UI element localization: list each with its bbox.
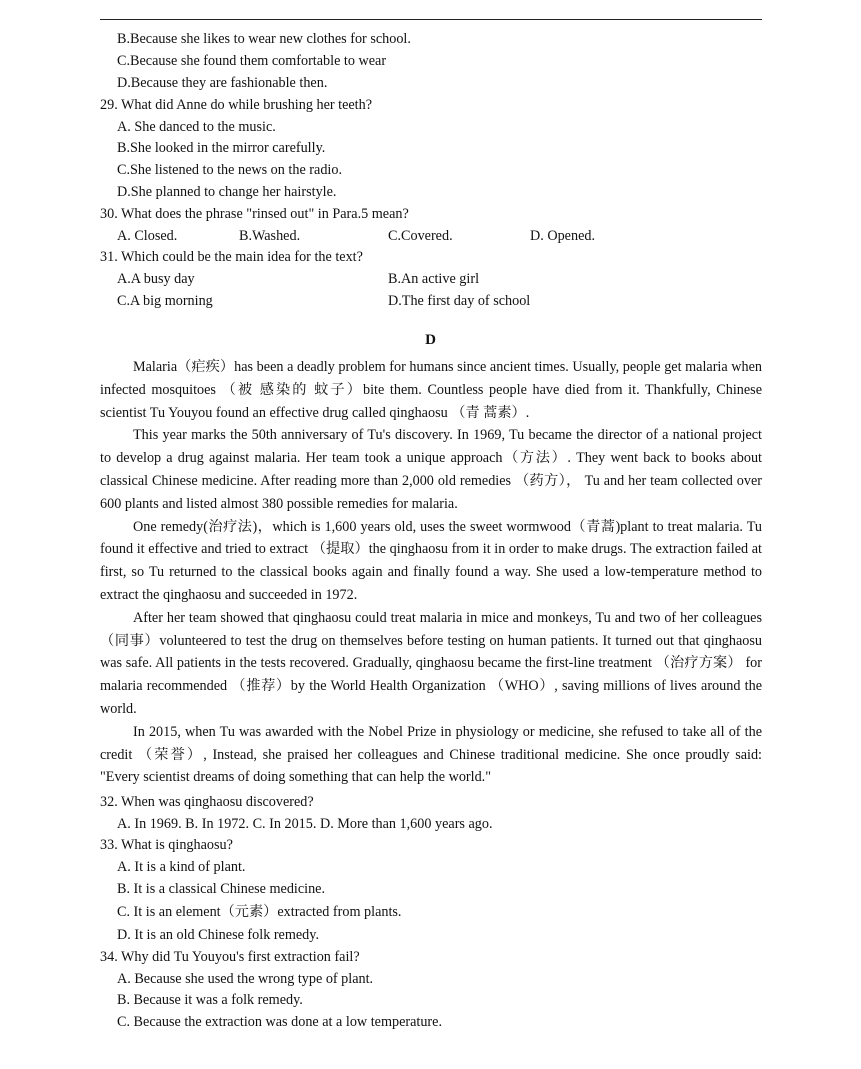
q28-option-d: D.Because they are fashionable then. (117, 75, 328, 91)
passage-paragraph: In 2015, when Tu was awarded with the Nobel Prize in physiology or medicine, she refused to take all of the credit （荣誉）, Instead, she praised her colleagues and Chinese traditional medicine. She once proudly said: "Every scientist dreams of doing something that can help the world." (100, 723, 762, 786)
passage-paragraph: One remedy(治疗法)，which is 1,600 years old, uses the sweet wormwood（青蒿)plant to treat malaria. Tu found it effective and tried to extract （提取）the qinghaosu from it in order to make drugs. The extraction failed at first, so Tu returned to the classical books again and finally found a way. She used a low-temperature method to extract the qinghaosu and succeeded in 1972. (100, 518, 762, 603)
q33-option-c: C. It is an element（元素）extracted from plants. (117, 904, 402, 920)
passage-paragraph: This year marks the 50th anniversary of Tu's discovery. In 1969, Tu became the director of a national project to develop a drug against malaria. Her team took a unique approach（方法）. They went back to books about classical Chinese medicine. After reading more than 2,000 old remedies （药方）， Tu and her team collected over 600 plants and listed almost 380 possible remedies for malaria. (100, 427, 762, 512)
q29-option-d: D.She planned to change her hairstyle. (117, 184, 337, 200)
q31-stem: 31. Which could be the main idea for the text? (100, 249, 363, 265)
q34-option-a: A. Because she used the wrong type of plant. (117, 971, 374, 987)
q33-option-d: D. It is an old Chinese folk remedy. (117, 927, 319, 943)
q31-option-d: D.The first day of school (388, 293, 531, 309)
q29-option-c: C.She listened to the news on the radio. (117, 162, 342, 178)
q33-option-a: A. It is a kind of plant. (117, 859, 246, 875)
q29-option-a: A. She danced to the music. (117, 119, 276, 135)
passage (100, 356, 762, 789)
q31-option-a: A.A busy day (117, 271, 195, 287)
q30-option-a: A. Closed. (117, 228, 178, 244)
section-heading: D (425, 332, 436, 348)
q33-option-b: B. It is a classical Chinese medicine. (117, 881, 326, 897)
q30-stem: 30. What does the phrase "rinsed out" in Para.5 mean? (100, 206, 409, 222)
top-rule (100, 19, 762, 20)
q29-stem: 29. What did Anne do while brushing her teeth? (100, 97, 373, 113)
q31-option-c: C.A big morning (117, 293, 213, 309)
q28-option-c: C.Because she found them comfortable to wear (117, 53, 387, 69)
q32-stem: 32. When was qinghaosu discovered? (100, 794, 314, 810)
q34-option-c: C. Because the extraction was done at a low temperature. (117, 1014, 443, 1030)
q34-option-b: B. Because it was a folk remedy. (117, 992, 303, 1008)
passage-paragraph: Malaria（疟疾）has been a deadly problem for humans since ancient times. Usually, people get malaria when infected mosquitoes （被 感染的 蚊子）bite them. Countless people have died from it. Thankfully, Chinese scientist Tu Youyou found an effective drug called qinghaosu （青 蒿素）. (100, 359, 762, 421)
q32-options: A. In 1969. B. In 1972. C. In 2015. D. More than 1,600 years ago. (117, 816, 493, 832)
q28-option-b: B.Because she likes to wear new clothes for school. (117, 31, 411, 47)
q30-option-c: C.Covered. (388, 228, 453, 244)
q30-option-d: D. Opened. (530, 228, 596, 244)
q30-option-b: B.Washed. (239, 228, 301, 244)
q33-stem: 33. What is qinghaosu? (100, 837, 233, 853)
passage-paragraph: After her team showed that qinghaosu could treat malaria in mice and monkeys, Tu and two of her colleagues （同事）volunteered to test the drug on themselves before testing on human patients. It turned out that qinghaosu was safe. All patients in the tests recovered. Gradually, qinghaosu became the first-line treatment （治疗方案） for malaria recommended （推荐）by the World Health Organization （WHO）, saving millions of lives around the world. (100, 609, 762, 717)
q29-option-b: B.She looked in the mirror carefully. (117, 140, 326, 156)
q34-stem: 34. Why did Tu Youyou's first extraction fail? (100, 949, 360, 965)
q31-option-b: B.An active girl (388, 271, 480, 287)
